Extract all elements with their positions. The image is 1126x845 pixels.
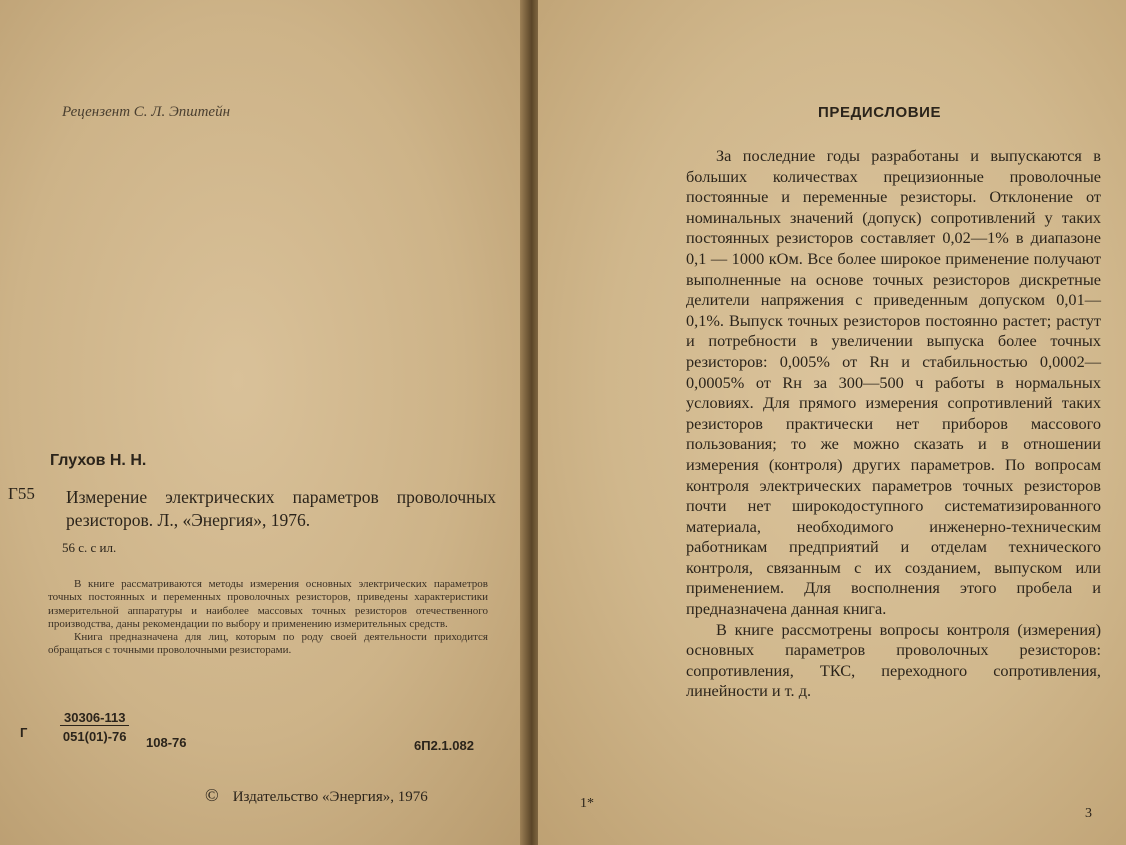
signature-mark: 1* [580, 796, 594, 811]
catalog-letter: Г [20, 725, 28, 740]
preface-paragraph: В книге рассмотрены вопросы контроля (измерения) основных параметров проволочных резисторов: сопротивления, ТКС, переходного сопротивления, линейности и т. д. [686, 619, 1101, 701]
annotation-paragraph: Книга предназначена для лиц, которым по роду своей деятельности приходится обращаться с точными проволочными резисторами. [48, 631, 488, 657]
catalog-number: 108-76 [146, 735, 187, 750]
annotation-paragraph: В книге рассматриваются методы измерения основных электрических параметров точных постоянных и переменных проволочных резисторов, приведены характеристики измерительной аппаратуры и наиболее массовых точных резисторов отечественного производства, даны рекомендации по выбору и применению измерительных средств. [48, 578, 488, 630]
catalog-denominator: 051(01)-76 [62, 729, 127, 744]
preface-paragraph: За последние годы разработаны и выпускаются в больших количествах прецизионные проволочные постоянные и переменные резисторы. Отклонение от номинальных значений (допуск) сопротивлений у таких постоянных резисторов составляет 0,02—1% в диапазоне 0,1 — 1000 кОм. Все более широкое применение получают выполненные на основе точных резисторов дискретные делители напряжения с приведенным допуском 0,01—0,1%. Выпуск точных резисторов постоянно растет; растут и потребности в увеличении выпуска более точных резисторов: 0,005% от Rн и стабильностью 0,0002—0,0005% от Rн за 300—500 ч работы в нормальных условиях. Для прямого измерения сопротивлений таких резисторов практически нет приборов массового пользования; то же можно сказать и в отношении измерения (контроля) других параметров. По вопросам контроля электрических параметров точных резисторов почти нет широкодоступного систематизированного материала, необходимого инженерно-техническим работникам предприятий и отделам технического контроля, связанным с их созданием, выпуском или применением. Для восполнения этого пробела и предназначена данная книга. [686, 146, 1101, 619]
copyright-icon: © [205, 785, 219, 805]
preface-body [686, 146, 1101, 702]
page-count: 56 с. с ил. [62, 540, 117, 555]
book-title-entry: Измерение электрических параметров проволочных резисторов. Л., «Энергия», 1976. [66, 487, 496, 530]
left-page [0, 0, 528, 845]
right-page [538, 0, 1126, 845]
catalog-fraction [60, 710, 129, 744]
catalog-numerator: 30306-113 [60, 710, 129, 726]
classification-code: Г55 [8, 484, 35, 503]
bbk-index: 6П2.1.082 [414, 738, 474, 753]
copyright-text: Издательство «Энергия», 1976 [232, 789, 428, 805]
page-number: 3 [1085, 806, 1092, 821]
author-name: Глухов Н. Н. [50, 452, 147, 469]
preface-heading: ПРЕДИСЛОВИЕ [818, 104, 942, 121]
reviewer-line: Рецензент С. Л. Эпштейн [62, 104, 231, 120]
copyright-line [205, 785, 428, 806]
annotation [48, 578, 488, 658]
